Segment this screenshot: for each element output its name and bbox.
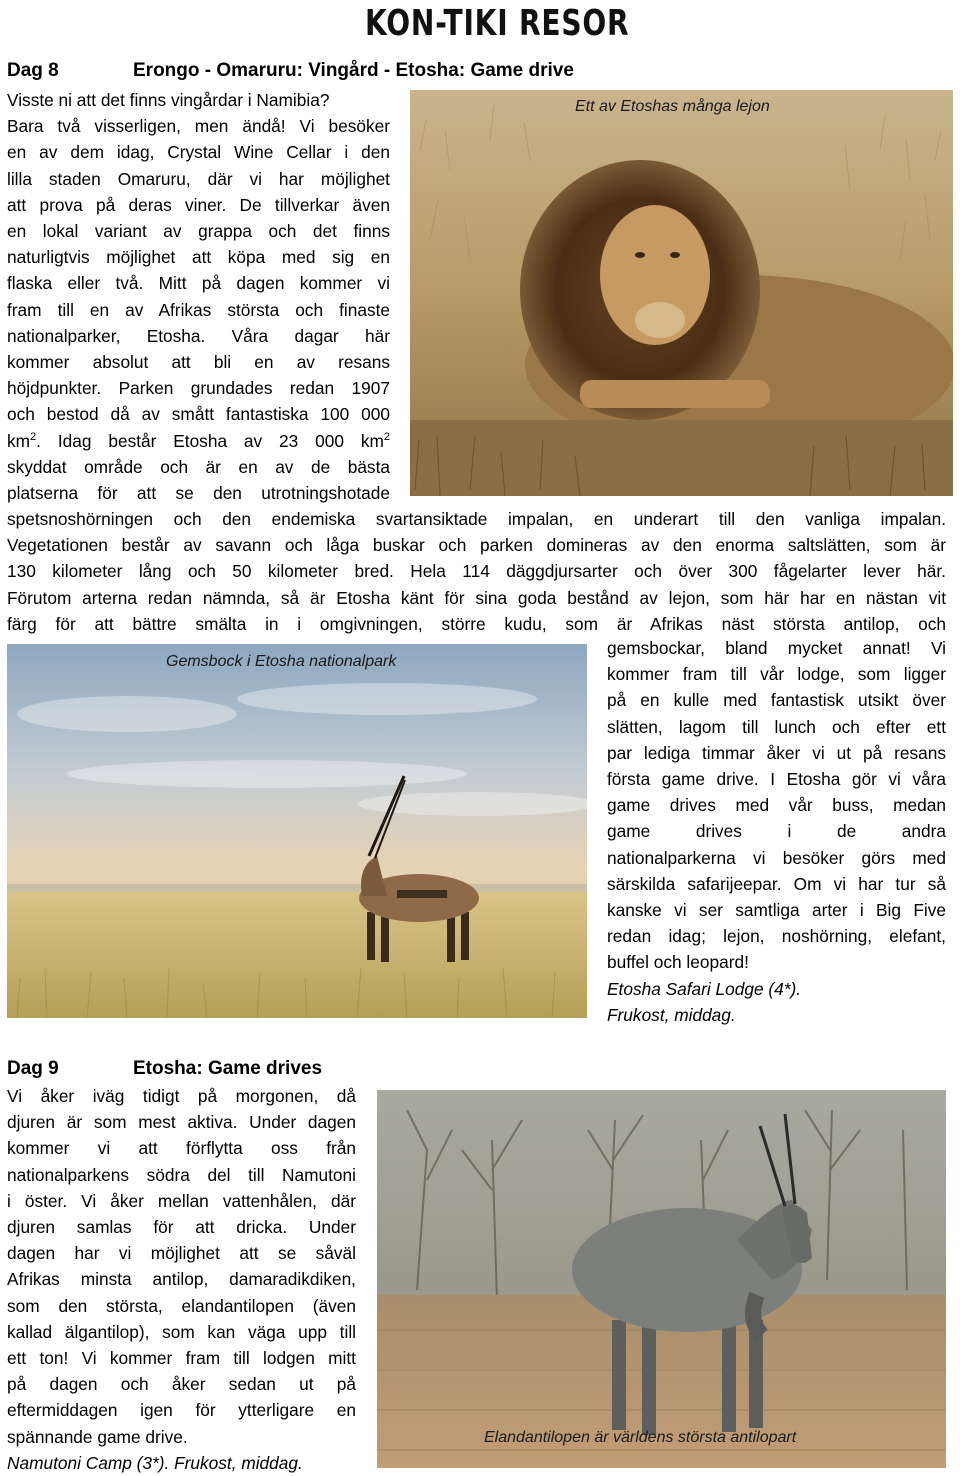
day8-full-line: 130 kilometer lång och 50 kilometer bred. Hela 114 däggdjursarter och över 300 fågelarter lever här. — [7, 561, 946, 582]
km-sup-1: 2 — [30, 430, 37, 443]
day9-line: som den största, elandantilopen (även — [7, 1295, 356, 1316]
day9-line: ett ton! Vi kommer fram till lodgen mitt — [7, 1348, 356, 1369]
day9-label: Dag 9 — [7, 1058, 59, 1079]
day8-line: fram till en av Afrikas största och finaste — [7, 299, 390, 320]
day8-line: Visste ni att det finns vingårdar i Namibia? — [7, 90, 330, 110]
day8-line: Bara två visserligen, men ändå! Vi besöker — [7, 116, 390, 137]
day8-line: och bestod då av smått fantastiska 100 000 — [7, 404, 390, 425]
km-text-b: . Idag består Etosha av 23 000 km — [36, 430, 384, 451]
day8-line: en av dem idag, Crystal Wine Cellar i den — [7, 142, 390, 163]
day9-camp: Namutoni Camp (3*). Frukost, middag. — [7, 1452, 303, 1473]
day8-right-line: nationalparkerna vi besöker görs med — [607, 847, 946, 868]
day9-line: nationalparkens södra del till Namutoni — [7, 1164, 356, 1185]
day8-full-line: färg för att bättre smälta in i omgivningen, större kudu, som är Afrikas näst största antilop, och — [7, 613, 946, 634]
day8-full-line: spetsnoshörningen och den endemiska svartansiktade impalan, en underart till den vanliga impalan. — [7, 509, 946, 529]
day8-line: skyddat område och är en av de bästa — [7, 456, 390, 477]
day9-title: Etosha: Game drives — [133, 1058, 323, 1079]
brand-logo: KON-TIKI RESOR — [365, 3, 630, 44]
day9-line: djuren samlas för att dricka. Under — [7, 1217, 356, 1238]
day8-right-column — [607, 635, 946, 1028]
day8-intro-column — [7, 87, 390, 506]
day9-line: kommer vi att förflytta oss från — [7, 1138, 356, 1159]
day8-line: höjdpunkter. Parken grundades redan 1907 — [7, 378, 390, 399]
day8-meals: Frukost, middag. — [607, 1004, 736, 1025]
oryx-photo-caption: Gemsbock i Etosha nationalpark — [166, 653, 397, 670]
day8-line: flaska eller två. Mitt på dagen kommer vi — [7, 273, 390, 294]
day8-right-line: särskilda safarijeepar. Om vi har tur så — [607, 873, 946, 894]
day8-right-line: kanske vi ser samtliga arter i Big Five — [607, 900, 946, 921]
day8-right-line: game drives med vår buss, medan — [607, 795, 946, 816]
day8-right-line: första game drive. I Etosha gör vi våra — [607, 769, 946, 790]
day8-full-line: Vegetationen består av savann och låga buskar och parken domineras av den enorma saltslätten, som är — [7, 535, 946, 556]
day8-right-line: buffel och leopard! — [607, 952, 749, 973]
eland-photo — [377, 1090, 946, 1468]
day8-right-line: game drives i de andra — [607, 821, 946, 842]
oryx-photo — [7, 644, 587, 1018]
day8-right-line: redan idag; lejon, noshörning, elefant, — [607, 926, 946, 947]
lion-photo — [410, 90, 953, 496]
day8-title: Erongo - Omaruru: Vingård - Etosha: Game drive — [133, 60, 574, 81]
day8-full-line: Förutom arterna redan nämnda, så är Etosha känt för sina goda bestånd av lejon, som här har en nästan vit — [7, 587, 946, 608]
day8-line: platserna för att se den utrotningshotade — [7, 483, 390, 504]
day9-line: eftermiddagen igen för ytterligare en — [7, 1400, 356, 1421]
day8-line: lilla staden Omaruru, där vi har möjlighet — [7, 168, 390, 189]
day9-line: spännande game drive. — [7, 1426, 188, 1447]
day9-line: dagen har vi möjlighet att se såväl — [7, 1243, 356, 1264]
km-text-a: km — [7, 430, 31, 451]
day8-right-line: kommer fram till vår lodge, som ligger — [607, 664, 946, 685]
day9-line: på dagen och åker sedan ut på — [7, 1374, 356, 1395]
day8-line: kommer absolut att bli en av resans — [7, 352, 390, 373]
day8-line: en lokal variant av grappa och det finns — [7, 221, 390, 242]
day8-right-line: på en kulle med fantastisk utsikt över — [607, 690, 946, 711]
lion-photo-caption: Ett av Etoshas många lejon — [575, 98, 770, 115]
eland-photo-caption: Elandantilopen är världens största antilopart — [484, 1429, 797, 1446]
day9-line: Vi åker iväg tidigt på morgonen, då — [7, 1086, 356, 1106]
day8-full-width-text — [7, 506, 946, 637]
day9-column — [7, 1083, 356, 1476]
day8-label: Dag 8 — [7, 60, 59, 81]
day9-line: kallad älgantilop), som kan väga upp till — [7, 1321, 356, 1342]
day8-line: naturligtvis möjlighet att köpa med sig en — [7, 247, 390, 268]
day9-line: Afrikas minsta antilop, damaradikdiken, — [7, 1269, 356, 1290]
day8-line: att prova på deras viner. De tillverkar även — [7, 194, 390, 215]
day8-km-line — [7, 428, 390, 454]
day9-line: djuren är som mest aktiva. Under dagen — [7, 1112, 356, 1133]
day8-right-line: gemsbockar, bland mycket annat! Vi — [607, 638, 946, 658]
day9-line: i öster. Vi åker mellan vattenhålen, där — [7, 1190, 356, 1211]
day8-right-line: slätten, lagom till lunch och efter ett — [607, 716, 946, 737]
day8-line: nationalparker, Etosha. Våra dagar här — [7, 325, 390, 346]
day8-lodge: Etosha Safari Lodge (4*). — [607, 978, 802, 999]
day8-right-line: par lediga timmar åker vi ut på resans — [607, 742, 946, 763]
km-sup-2: 2 — [383, 430, 390, 443]
